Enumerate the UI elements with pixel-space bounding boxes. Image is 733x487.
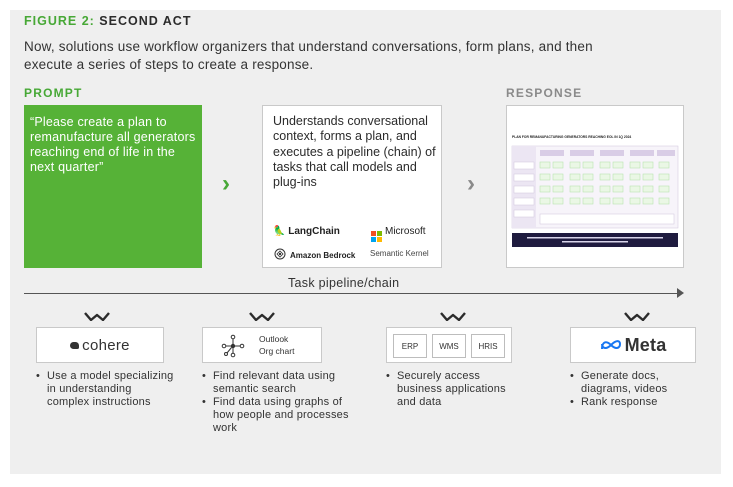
langchain-logo <box>273 226 340 237</box>
pipeline-line <box>24 293 679 294</box>
response-heading: RESPONSE <box>506 86 583 100</box>
orgchart-label: Org chart <box>259 346 295 356</box>
meta-box <box>570 327 696 363</box>
tool-4-bullets <box>570 370 700 409</box>
prompt-heading: PROMPT <box>24 86 83 100</box>
langchain-icon: 🦜 <box>273 226 286 237</box>
tool-3-bullets <box>386 370 526 409</box>
tool-1-bullets <box>36 370 176 409</box>
microsoft-icon <box>371 231 382 242</box>
response-document-thumbnail <box>507 106 683 267</box>
connector-icon <box>440 312 466 321</box>
semantic-kernel-logo: Semantic Kernel <box>370 249 429 258</box>
prompt-box <box>24 105 202 268</box>
microsoft-logo <box>371 226 426 242</box>
chevron-right-icon: › <box>222 170 230 197</box>
connector-icon <box>84 312 110 321</box>
bedrock-label: Amazon Bedrock <box>290 251 356 260</box>
langchain-label: LangChain <box>288 226 340 237</box>
connector-icon <box>249 312 275 321</box>
cohere-logo-text: cohere <box>82 336 130 354</box>
connector-icon <box>624 312 650 321</box>
microsoft-label: Microsoft <box>385 226 426 237</box>
bullet-item: • Generate docs, diagrams, videos <box>570 370 700 396</box>
erp-box: ERP <box>393 334 427 358</box>
bedrock-logo <box>273 247 355 261</box>
response-doc-title: PLAN FOR REMANUFACTURING GENERATORS REACHING EOL IN 1Q 2024 <box>512 135 632 139</box>
arrow-right-icon <box>677 288 684 298</box>
outlook-orgchart-box <box>202 327 322 363</box>
figure-title: SECOND ACT <box>99 14 192 28</box>
bullet-item: • Use a model specializing in understanding complex instructions <box>36 370 176 409</box>
bullet-item: • Find relevant data using semantic search <box>202 370 352 396</box>
chevron-right-icon: › <box>467 170 475 197</box>
figure-label <box>24 14 191 28</box>
bullet-item: • Find data using graphs of how people and processes work <box>202 396 352 435</box>
pipeline-label: Task pipeline/chain <box>288 276 400 290</box>
orchestrator-box <box>262 105 442 268</box>
orchestrator-text: Understands conversational context, forms a plan, and executes a pipeline (chain) of tasks that call models and plug-ins <box>273 114 436 190</box>
meta-logo-text: Meta <box>624 334 667 355</box>
business-systems-box <box>386 327 512 363</box>
tool-2-bullets <box>202 370 352 435</box>
meta-icon <box>600 339 622 351</box>
intro-text: Now, solutions use workflow organizers that understand conversations, form plans, and then execute a series of steps to create a response. <box>24 39 593 72</box>
prompt-text: “Please create a plan to remanufacture all generators reaching end of life in the next quarter” <box>30 115 196 174</box>
figure-number: FIGURE 2: <box>24 14 95 28</box>
bullet-item: • Rank response <box>570 396 700 409</box>
hris-box: HRIS <box>471 334 505 358</box>
response-box <box>506 105 684 268</box>
outlook-label: Outlook <box>259 334 289 344</box>
bedrock-icon <box>273 247 287 261</box>
graph-icon <box>221 334 245 358</box>
cohere-icon <box>70 342 79 349</box>
bullet-item: • Securely access business applications and data <box>386 370 526 409</box>
cohere-box <box>36 327 164 363</box>
wms-box: WMS <box>432 334 466 358</box>
